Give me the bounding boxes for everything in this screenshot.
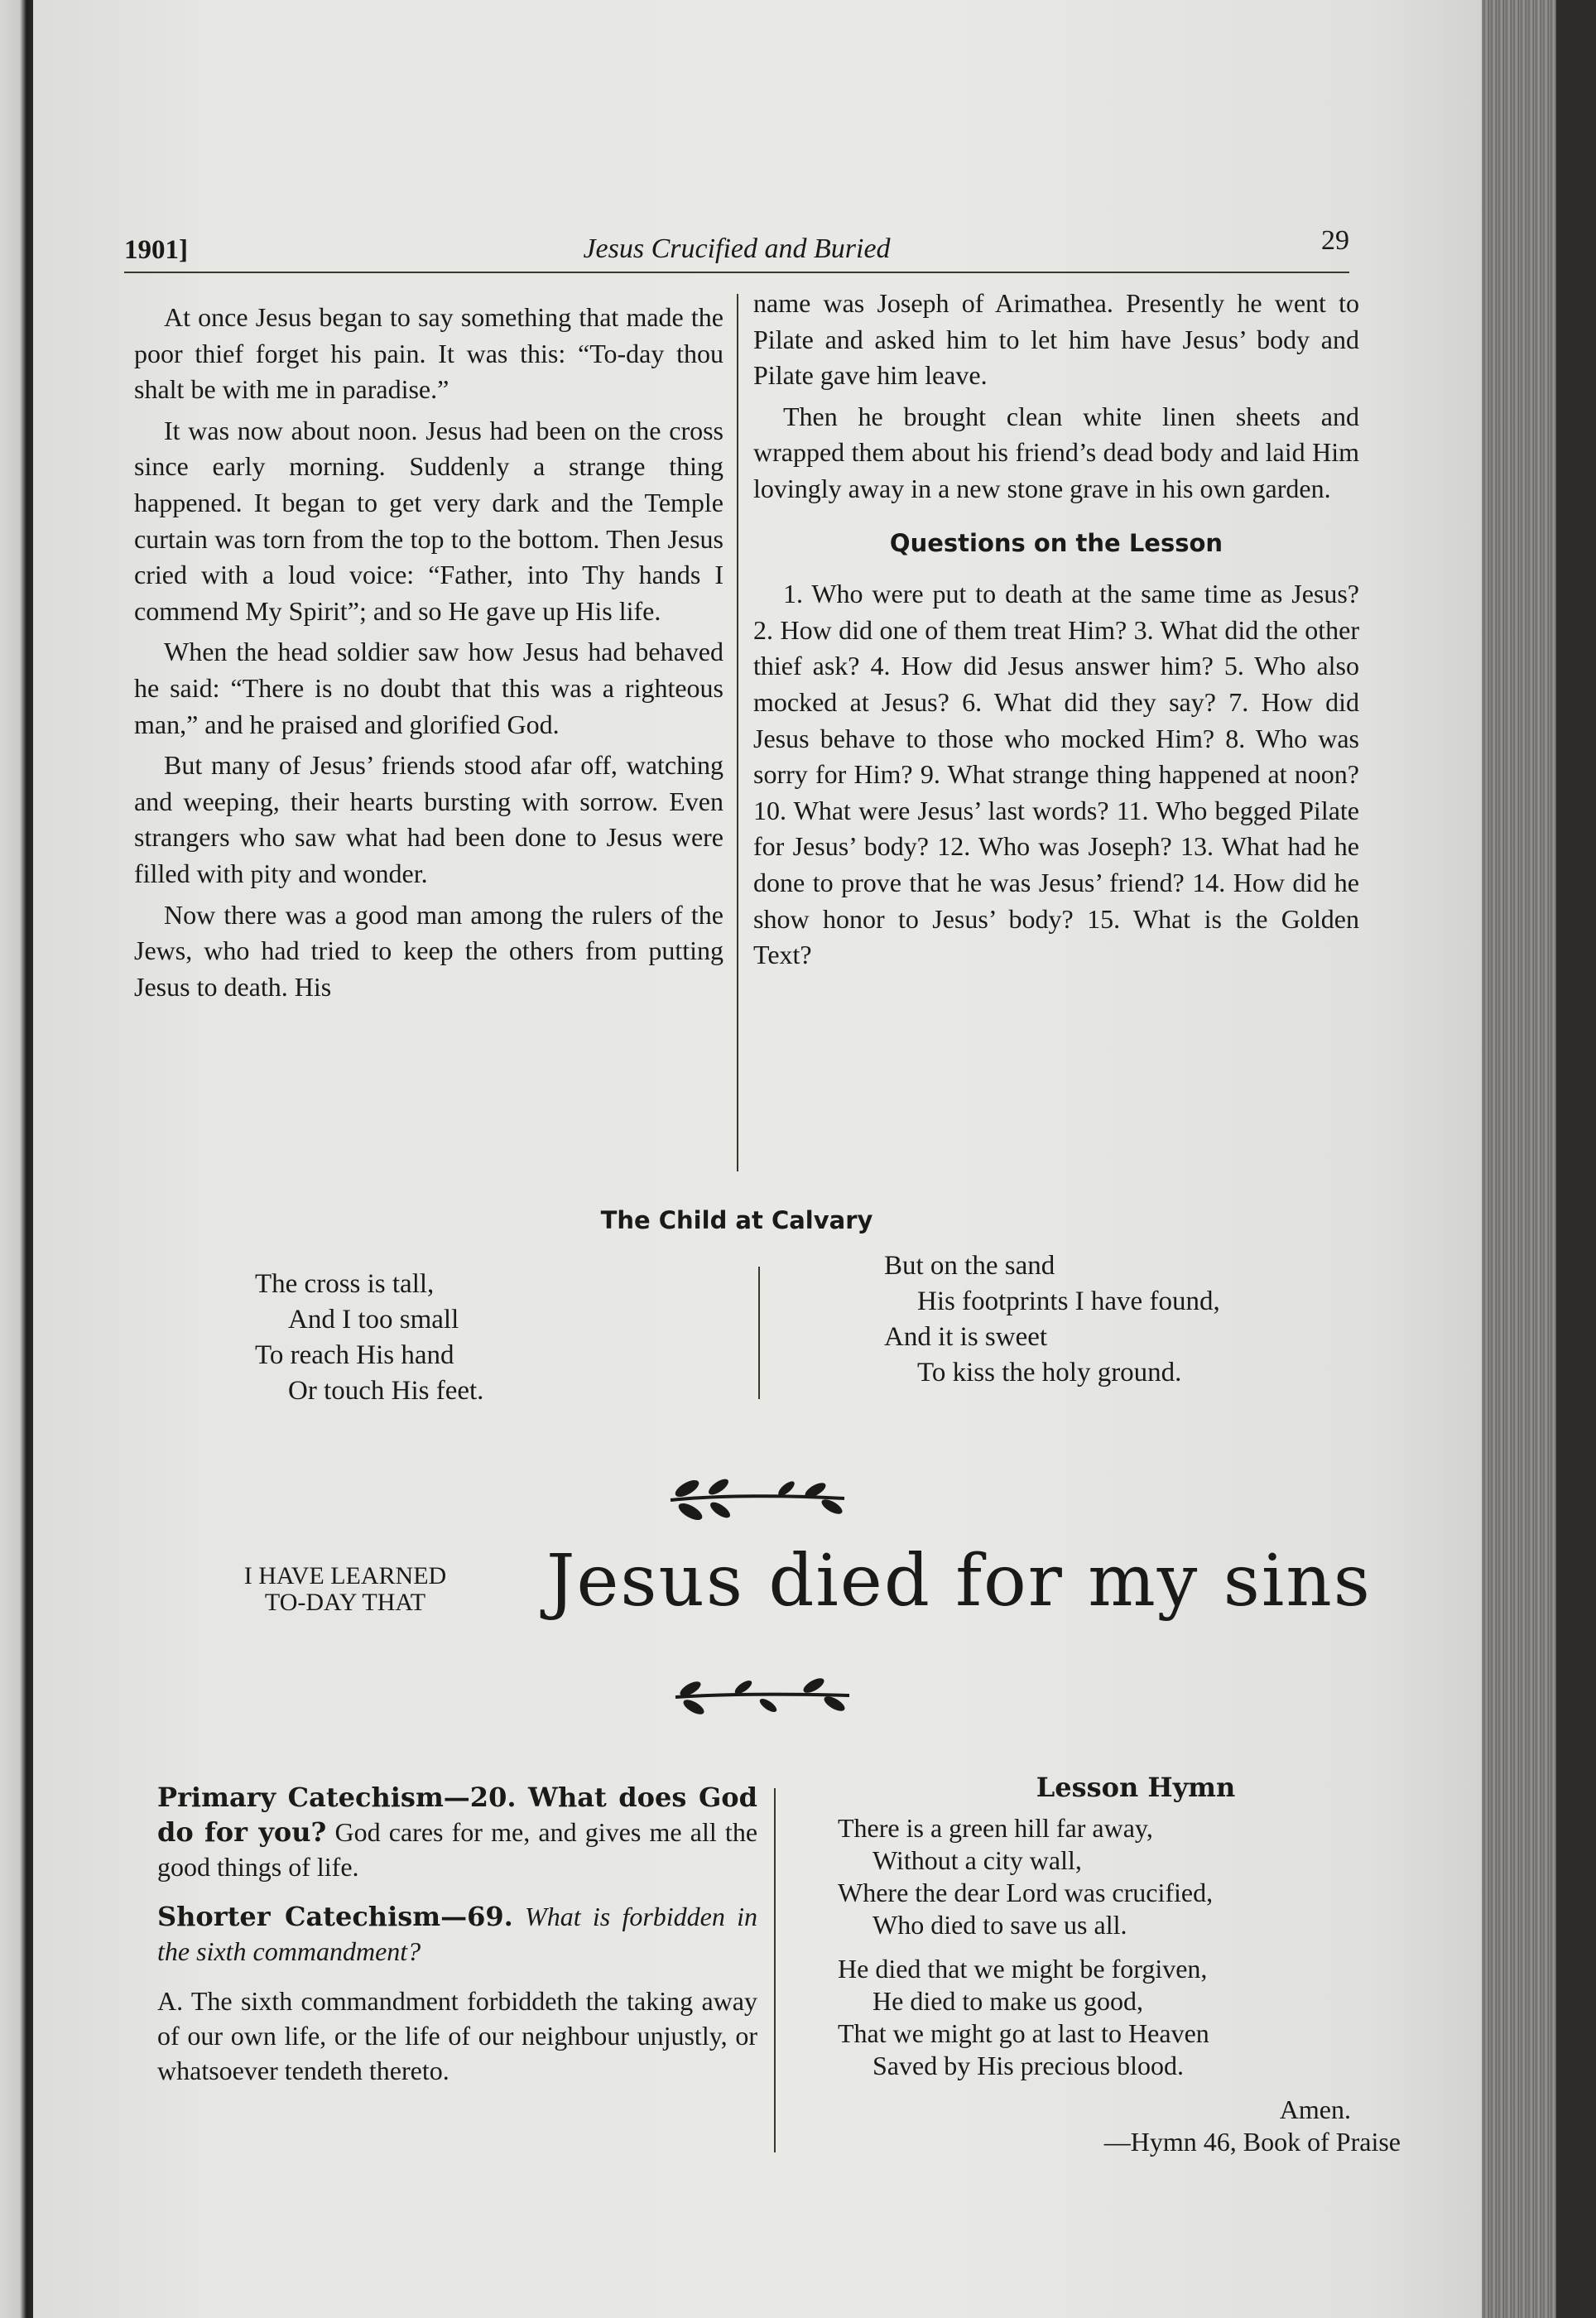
questions-text: 1. Who were put to death at the same time as Jesus? 2. How did one of them treat Him? 3. What did the other thief ask? 4. How did Jesus answer him? 5. Who also mocked at Jesus? 6. What did they say? 7. How did Jesus behave to those who mocked Him? 8. Who was sorry for Him? 9. What strange thing happened at noon? 10. What were Jesus’ last words? 11. Who begged Pilate for Jesus’ body? 12. Who was Joseph? 13. What had he done to prove that he was Jesus’ friend? 14. How did he show honor to Jesus’ body? 15. What is the Golden Text?: [753, 579, 1359, 970]
catechism-divider: [774, 1788, 776, 2152]
header-title: Jesus Crucified and Buried: [583, 233, 891, 264]
header-year: 1901]: [124, 235, 188, 265]
hymn-line: Without a city wall,: [873, 1845, 1082, 1875]
hymn-line: Who died to save us all.: [873, 1910, 1127, 1940]
shorter-catechism-title: Shorter Catechism—69.: [157, 1901, 513, 1932]
poem-line: And I too small: [288, 1305, 459, 1335]
hymn-line: That we might go at last to Heaven: [838, 2018, 1209, 2048]
background-edge: [1556, 0, 1596, 2318]
primary-catechism: [157, 1780, 757, 1884]
poem-right: [884, 1248, 1220, 1391]
hymn-line: He died that we might be forgiven,: [838, 1954, 1208, 1984]
catechism-section: [157, 1780, 757, 2103]
poem-line: To reach His hand: [255, 1340, 454, 1370]
paragraph-continuation: name was Joseph of Arimathea. Presently he went to Pilate and asked him to let him have Jesus’ body and Pilate gave him leave.: [753, 288, 1359, 391]
paragraph: At once Jesus began to say something that made the poor thief forget his pain. It was this: “To-day thou shalt be with me in paradise.”: [134, 302, 723, 405]
leaf-ornament-top-icon: [662, 1474, 853, 1523]
shorter-catechism-question: What is forbidden in the sixth commandment?: [157, 1902, 758, 1966]
hymn-line: Saved by His precious blood.: [873, 2051, 1184, 2080]
primary-catechism-answer: God cares for me, and gives me all the good things of life.: [157, 1817, 758, 1882]
hymn-line: He died to make us good,: [873, 1986, 1144, 2016]
hymn-amen: Amen.: [1279, 2094, 1351, 2124]
poem-line: His footprints I have found,: [917, 1286, 1220, 1316]
paragraph: It was now about noon. Jesus had been on the cross since early morning. Suddenly a strange thing happened. It began to get very dark and the Temple curtain was torn from the top to the bottom. Then Jesus cried with a loud voice: “Father, into Thy hands I commend My Spirit”; and so He gave up His life.: [134, 415, 723, 626]
column-divider: [737, 294, 738, 1171]
hymn-source: —Hymn 46, Book of Praise: [1103, 2127, 1401, 2157]
hymn-line: Where the dear Lord was crucified,: [838, 1878, 1214, 1907]
lesson-hymn: [838, 1772, 1401, 2158]
poem-line: The cross is tall,: [255, 1269, 435, 1299]
leaf-ornament-bottom-icon: [669, 1671, 855, 1720]
shorter-catechism-answer: A. The sixth commandment forbiddeth the taking away of our own life, or the life of our neighbour unjustly, or whatsoever tendeth thereto.: [157, 1986, 757, 2085]
running-head: [124, 225, 1349, 275]
paragraph: Then he brought clean white linen sheets and wrapped them about his friend’s dead body and laid Him lovingly away in a new stone grave in his own garden.: [753, 401, 1359, 503]
shorter-catechism: [157, 1899, 757, 1969]
page-number: 29: [1321, 225, 1349, 256]
hymn-stanza: [838, 1812, 1401, 1941]
paragraph: But many of Jesus’ friends stood afar off, watching and weeping, their hearts bursting with sorrow. Even strangers who saw what had been done to Jesus were filled with pity and wonder.: [134, 750, 723, 888]
poem-line: But on the sand: [884, 1251, 1055, 1281]
right-column: [753, 286, 1359, 979]
lesson-slogan: Jesus died for my sins: [546, 1540, 1372, 1623]
paragraph: When the head soldier saw how Jesus had behaved he said: “There is no doubt that this was a righteous man,” and he praised and glorified God.: [134, 637, 723, 739]
primary-catechism-title: Primary Catechism—20. What does God do for you?: [157, 1782, 757, 1848]
left-column: [134, 300, 723, 1010]
poem-line: And it is sweet: [884, 1322, 1048, 1352]
book-spine-shadow: [0, 0, 33, 2318]
learned-label: [192, 1563, 498, 1616]
hymn-title: Lesson Hymn: [1036, 1772, 1236, 1803]
poem-line: To kiss the holy ground.: [917, 1358, 1182, 1387]
questions-heading: Questions on the Lesson: [889, 528, 1223, 557]
poem-left: [255, 1267, 483, 1409]
poem-divider: [758, 1267, 760, 1399]
header-rule: [124, 272, 1349, 273]
learned-line-1: I HAVE LEARNED: [243, 1562, 447, 1589]
poem-line: Or touch His feet.: [288, 1376, 484, 1406]
learned-line-2: TO-DAY THAT: [264, 1589, 426, 1616]
paragraph: Now there was a good man among the rulers of the Jews, who had tried to keep the others from putting Jesus to death. His: [134, 899, 723, 1002]
hymn-line: There is a green hill far away,: [838, 1813, 1153, 1843]
poem-title: The Child at Calvary: [600, 1206, 873, 1234]
hymn-stanza: [838, 1953, 1401, 2082]
